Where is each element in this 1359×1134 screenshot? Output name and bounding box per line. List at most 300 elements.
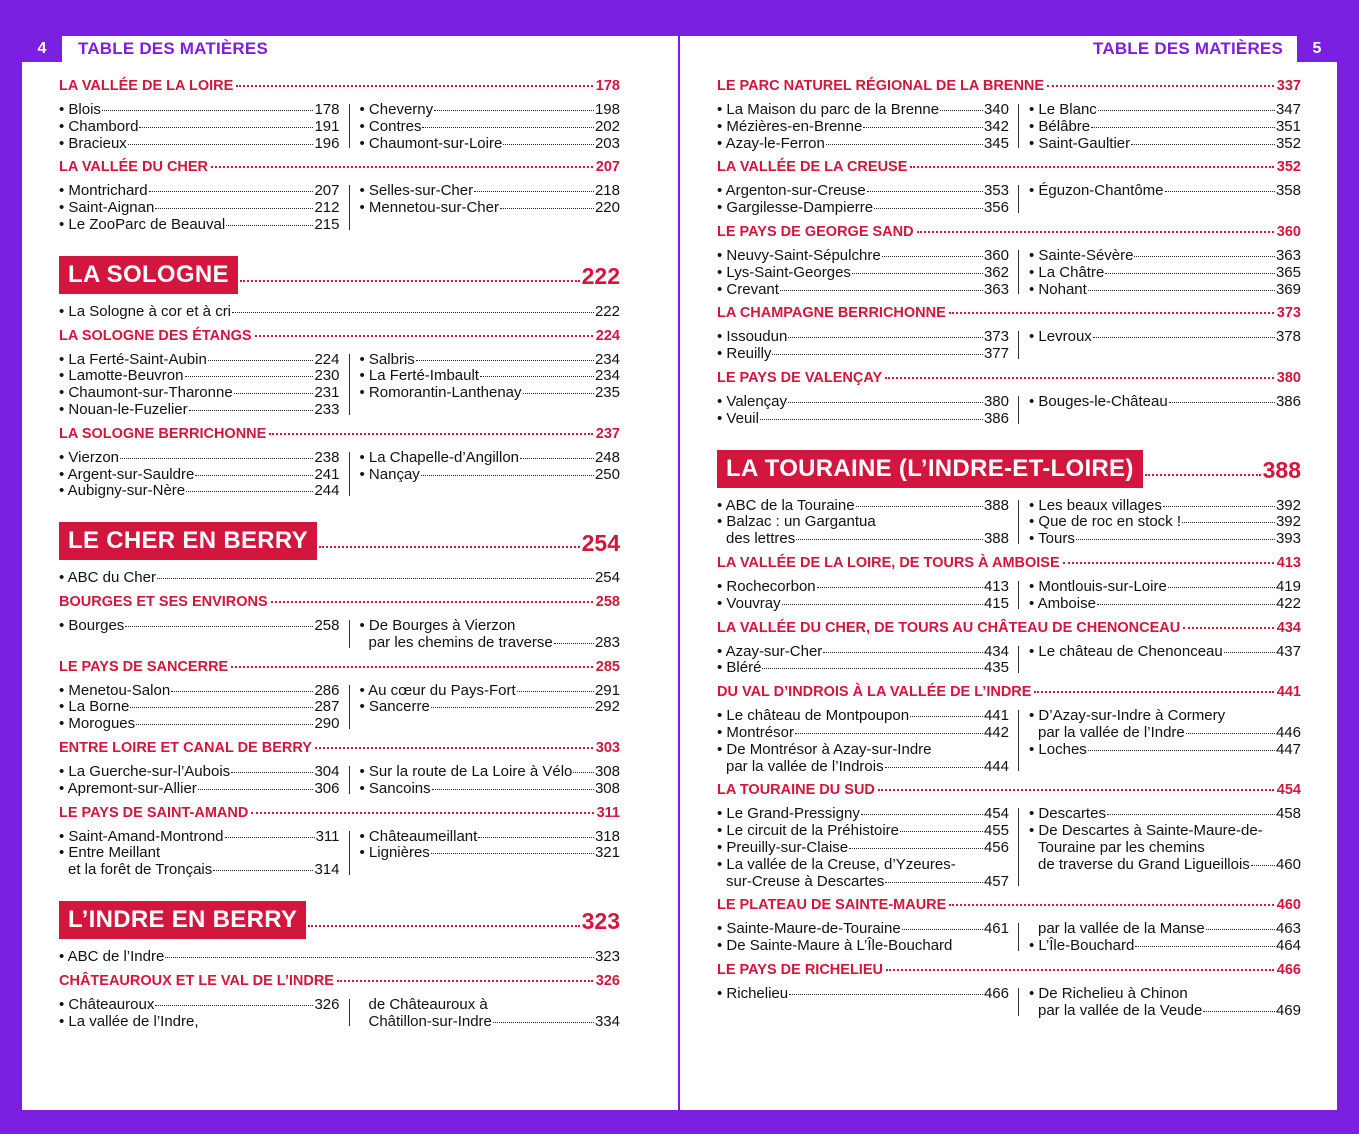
dot-leader [1097,604,1275,605]
toc-entry[interactable] [1029,725,1301,742]
entry-name: par la vallée de la Manse [1038,920,1205,938]
chapter-page: 388 [1262,457,1301,484]
toc-entry[interactable] [1029,1003,1301,1020]
section-page: 466 [1276,961,1301,978]
toc-entry[interactable] [717,874,1009,891]
entry-name: • Le circuit de la Préhistoire [717,823,899,840]
entry-page: 444 [983,757,1009,775]
section-title: LA VALLÉE DU CHER [59,159,209,176]
entry-name: • Lamotte-Beuvron [59,368,184,385]
section-heading[interactable] [59,328,620,348]
chapter-page: 222 [581,263,620,290]
entry-name: • Chambord [59,119,138,136]
dot-leader [165,957,594,958]
toc-entry[interactable] [360,136,621,153]
toc-entry[interactable] [59,618,340,635]
toc-entry[interactable] [360,699,621,716]
toc-entry[interactable] [59,862,340,879]
entry-page: 460 [1275,855,1301,873]
entry-name: • Valençay [717,394,787,411]
entry-name: • Selles-sur-Cher [360,183,474,200]
dot-leader [271,601,593,603]
entry-name: • Bléré [717,660,761,677]
dot-leader [760,419,983,420]
toc-entry[interactable] [717,329,1009,346]
toc-entry[interactable] [1029,938,1301,955]
toc-entry[interactable] [717,498,1009,515]
toc-entry[interactable] [1029,857,1301,874]
entry-name: • Neuvy-Saint-Sépulchre [717,248,881,265]
entry-name: par la vallée de l’Indre [1038,723,1185,741]
toc-entry[interactable] [360,368,621,385]
toc-entry[interactable] [360,467,621,484]
dot-leader [416,360,594,361]
toc-entry[interactable] [59,949,620,966]
entry-column [717,644,1009,678]
toc-entry[interactable] [717,986,1009,1003]
entry-name: • Mennetou-sur-Cher [360,200,499,217]
toc-entry[interactable] [1029,921,1301,938]
dot-leader [573,772,594,773]
entry-list [59,764,620,798]
toc-entry[interactable] [717,742,1009,759]
toc-entry[interactable] [59,699,340,716]
chapter-heading[interactable] [717,450,1301,488]
entry-list [717,579,1301,613]
toc-entry[interactable] [717,725,1009,742]
entry-name: • De Sainte-Maure à L’Île-Bouchard [717,938,952,955]
entry-name: • La Maison du parc de la Brenne [717,102,939,119]
toc-entry[interactable] [59,683,340,700]
toc-entry[interactable] [1029,742,1301,759]
toc-entry[interactable] [1029,136,1301,153]
toc-entry[interactable] [59,102,340,119]
entry-page: 464 [1275,937,1301,955]
chapter-heading[interactable] [59,901,620,939]
section-heading[interactable] [717,782,1301,802]
entry-name: • Nohant [1029,282,1087,299]
section-title: LE PAYS DE RICHELIEU [717,961,883,978]
section-title: LE PAYS DE GEORGE SAND [717,223,914,240]
toc-entry[interactable] [717,514,1009,531]
toc-entry[interactable] [59,200,340,217]
dot-leader [136,724,313,725]
toc-entry[interactable] [59,483,340,500]
section-page: 258 [595,593,620,610]
toc-entry[interactable] [59,402,340,419]
section-title: LA VALLÉE DU CHER, DE TOURS AU CHÂTEAU DE CHENONCEAU [717,619,1181,636]
toc-entry[interactable] [59,781,340,798]
entry-name: • ABC de la Touraine [717,498,855,515]
toc-entry[interactable] [1029,248,1301,265]
toc-entry[interactable] [360,683,621,700]
toc-entry[interactable] [59,997,340,1014]
dot-leader [493,1022,594,1023]
entry-page: 392 [1275,496,1301,514]
toc-entry[interactable] [360,829,621,846]
entry-column [340,183,621,233]
dot-leader [211,166,593,168]
entry-name: • Le Grand-Pressigny [717,806,860,823]
toc-entry[interactable] [59,385,340,402]
toc-entry[interactable] [59,1014,340,1031]
dot-leader [1135,946,1275,947]
toc-entry[interactable] [1029,644,1301,661]
toc-entry[interactable] [717,136,1009,153]
section-heading[interactable] [717,78,1301,98]
entry-page: 463 [1275,920,1301,938]
section-heading[interactable] [717,555,1301,575]
toc-entry[interactable] [59,845,340,862]
toc-entry[interactable] [717,183,1009,200]
entry-page: 352 [1275,134,1301,152]
section-heading[interactable] [59,426,620,446]
entry-list [717,708,1301,775]
dot-leader [885,767,983,768]
toc-entry[interactable] [717,200,1009,217]
dot-leader [213,870,313,871]
toc-entry[interactable] [717,644,1009,661]
section-title: LE PAYS DE SANCERRE [59,658,229,675]
entry-name: • Saint-Amand-Montrond [59,829,224,846]
entry-column [1009,183,1301,217]
toc-entry[interactable] [1029,514,1301,531]
entry-page: 360 [983,246,1009,264]
toc-entry[interactable] [360,618,621,635]
toc-entry[interactable] [59,119,340,136]
toc-entry[interactable] [717,265,1009,282]
entry-page: 311 [315,827,340,845]
entry-name: par les chemins de traverse [368,633,553,651]
toc-entry[interactable] [717,531,1009,548]
entry-name: • La Guerche-sur-l’Aubois [59,764,230,781]
section-heading[interactable] [59,594,620,614]
toc-entry[interactable] [1029,823,1301,840]
entry-name: • Éguzon-Chantôme [1029,183,1164,200]
toc-entry[interactable] [1029,840,1301,857]
entry-column [340,829,621,879]
dot-leader [1206,929,1275,930]
toc-entry[interactable] [1029,986,1301,1003]
toc-entry[interactable] [717,938,1009,955]
toc-entry[interactable] [717,759,1009,776]
entry-name: • De Bourges à Vierzon [360,618,516,635]
section-page: 380 [1276,369,1301,386]
dot-leader [917,231,1274,233]
dot-leader [269,433,592,435]
dot-leader [149,191,314,192]
entry-name: • La vallée de l’Indre, [59,1014,199,1031]
dot-leader [189,410,314,411]
section-page: 337 [1276,78,1301,94]
dot-leader [155,208,313,209]
dot-leader [155,1005,313,1006]
entry-name: • Cheverny [360,102,434,119]
section-title: DU VAL D’INDROIS À LA VALLÉE DE L’INDRE [717,684,1032,701]
toc-entry[interactable] [717,411,1009,428]
section-title: LA VALLÉE DE LA LOIRE, DE TOURS À AMBOISE [717,554,1060,571]
dot-leader [478,837,594,838]
toc-entry[interactable] [59,352,340,369]
dot-leader [1088,750,1275,751]
entry-page: 212 [314,199,340,217]
dot-leader [1088,290,1275,291]
dot-leader [885,377,1274,379]
entry-page: 258 [314,616,340,634]
toc-entry[interactable] [59,183,340,200]
section-heading[interactable] [717,620,1301,640]
entry-page: 218 [594,182,620,200]
toc-entry[interactable] [1029,806,1301,823]
entry-list [717,102,1301,152]
toc-entry[interactable] [1029,579,1301,596]
entry-name: • Argenton-sur-Creuse [717,183,866,200]
entry-page: 321 [594,844,620,862]
toc-entry[interactable] [717,708,1009,725]
toc-entry[interactable] [360,183,621,200]
toc-entry[interactable] [59,136,340,153]
entry-page: 353 [983,182,1009,200]
toc-entry[interactable] [360,781,621,798]
toc-entry[interactable] [360,764,621,781]
toc-entry[interactable] [360,200,621,217]
entry-list [717,183,1301,217]
dot-leader [234,393,314,394]
entry-name: • La vallée de la Creuse, d’Yzeures- [717,857,956,874]
toc-entry[interactable] [59,467,340,484]
entry-name: par la vallée de l’Indrois [726,757,884,775]
entry-name: • ABC du Cher [59,570,156,587]
entry-name: • La Châtre [1029,265,1104,282]
entry-name: • De Descartes à Sainte-Maure-de- [1029,823,1263,840]
section-heading[interactable] [59,159,620,179]
toc-entry[interactable] [59,368,340,385]
entry-page: 415 [983,594,1009,612]
entry-page: 248 [594,448,620,466]
dot-leader [421,475,594,476]
toc-entry[interactable] [360,997,621,1014]
entry-list [717,394,1301,428]
toc-entry[interactable] [717,660,1009,677]
section-heading[interactable] [717,370,1301,390]
entry-column [717,102,1009,152]
entry-name: • Chaumont-sur-Tharonne [59,385,233,402]
entry-page: 286 [314,681,340,699]
section-heading[interactable] [59,78,620,98]
dot-leader [886,969,1274,971]
dot-leader [432,789,594,790]
entry-name: • Lys-Saint-Georges [717,265,851,282]
toc-entry[interactable] [1029,119,1301,136]
toc-entry[interactable] [360,385,621,402]
toc-entry[interactable] [717,921,1009,938]
dot-leader [874,208,983,209]
entry-column [340,352,621,419]
entry-name: • L’Île-Bouchard [1029,938,1134,955]
entry-page: 461 [983,920,1009,938]
entry-column [1009,102,1301,152]
toc-entry[interactable] [1029,265,1301,282]
toc-entry[interactable] [1029,102,1301,119]
entry-name: • Loches [1029,742,1087,759]
toc-entry[interactable] [717,282,1009,299]
dot-leader [885,882,983,883]
entry-page: 202 [594,117,620,135]
entry-page: 318 [594,827,620,845]
toc-entry[interactable] [360,102,621,119]
section-heading[interactable] [717,897,1301,917]
section-heading[interactable] [59,805,620,825]
section-title: LE PAYS DE VALENÇAY [717,369,883,386]
toc-entry[interactable] [360,352,621,369]
toc-entry[interactable] [360,1014,621,1031]
section-heading[interactable] [59,659,620,679]
dot-leader [949,312,1274,314]
toc-entry[interactable] [360,119,621,136]
entry-name: • Sancerre [360,699,430,716]
toc-entry[interactable] [59,716,340,733]
entry-list [717,248,1301,298]
toc-entry[interactable] [1029,282,1301,299]
entry-list [59,683,620,733]
dot-leader [826,144,983,145]
section-heading[interactable] [717,224,1301,244]
toc-entry[interactable] [717,596,1009,613]
toc-entry[interactable] [1029,183,1301,200]
section-heading[interactable] [717,305,1301,325]
entry-column [1009,579,1301,613]
toc-entry[interactable] [717,823,1009,840]
entry-column [717,806,1009,890]
entry-column [717,394,1009,428]
entry-name: • Bracieux [59,136,127,153]
entry-page: 373 [983,328,1009,346]
dot-leader [1169,402,1275,403]
toc-entry[interactable] [59,217,340,234]
entry-page: 386 [983,409,1009,427]
entry-list [717,806,1301,890]
chapter-title: L’INDRE EN BERRY [59,901,306,939]
entry-column [340,683,621,733]
toc-entry[interactable] [1029,498,1301,515]
header-title: TABLE DES MATIÈRES [78,39,268,58]
entry-name: • Apremont-sur-Allier [59,781,197,798]
dot-leader [789,994,983,995]
entry-name: • Amboise [1029,596,1096,613]
dot-leader [762,668,983,669]
entry-name: • Que de roc en stock ! [1029,514,1181,531]
entry-name: • Bélâbre [1029,119,1090,136]
section-heading[interactable] [59,973,620,993]
dot-leader [1091,127,1275,128]
left-page [22,36,678,1110]
toc-entry[interactable] [717,102,1009,119]
entry-page: 198 [594,101,620,118]
entry-page: 323 [594,947,620,965]
toc-entry[interactable] [717,394,1009,411]
entry-page: 377 [983,345,1009,363]
toc-entry[interactable] [717,346,1009,363]
entry-column [340,764,621,798]
entry-name: • ABC de l’Indre [59,949,164,966]
entry-page: 358 [1275,182,1301,200]
entry-page: 369 [1275,280,1301,298]
toc-entry[interactable] [717,857,1009,874]
section-heading[interactable] [717,962,1301,982]
chapter-heading[interactable] [59,522,620,560]
entry-name: • D’Azay-sur-Indre à Cormery [1029,708,1225,725]
entry-name: • Montlouis-sur-Loire [1029,579,1167,596]
toc-entry[interactable] [1029,531,1301,548]
section-page: 224 [595,327,620,344]
toc-entry[interactable] [1029,596,1301,613]
entry-column [59,102,340,152]
toc-entry[interactable] [717,119,1009,136]
entry-name: de Châteauroux à [368,995,488,1013]
chapter-title: LA SOLOGNE [59,256,238,294]
entry-column [1009,806,1301,890]
toc-entry[interactable] [360,845,621,862]
entry-list [717,329,1301,363]
entry-page: 388 [983,530,1009,548]
toc-entry[interactable] [59,304,620,321]
toc-entry[interactable] [360,450,621,467]
entry-page: 446 [1275,723,1301,741]
toc-entry[interactable] [1029,329,1301,346]
entry-name: • Montrésor [717,725,794,742]
section-page: 326 [595,972,620,989]
toc-entry[interactable] [59,570,620,587]
section-page: 311 [596,804,620,821]
section-heading[interactable] [59,740,620,760]
entry-page: 455 [983,822,1009,840]
entry-page: 207 [314,182,340,200]
toc-entry[interactable] [1029,708,1301,725]
toc-entry[interactable] [1029,394,1301,411]
toc-entry[interactable] [717,806,1009,823]
dot-leader [1182,522,1275,523]
entry-page: 340 [983,101,1009,118]
entry-column [59,450,340,500]
entry-page: 308 [594,762,620,780]
dot-leader [902,929,983,930]
section-page: 237 [595,425,620,442]
toc-entry[interactable] [360,635,621,652]
entry-page: 363 [1275,246,1301,264]
entry-page: 342 [983,117,1009,135]
dot-leader [431,707,594,708]
section-title: BOURGES ET SES ENVIRONS [59,593,268,610]
section-heading[interactable] [717,684,1301,704]
section-heading[interactable] [717,159,1301,179]
entry-column [340,450,621,500]
chapter-heading[interactable] [59,256,620,294]
entry-column [59,764,340,798]
dot-leader [240,280,580,282]
dot-leader [171,691,313,692]
toc-entry[interactable] [59,764,340,781]
toc-entry[interactable] [717,579,1009,596]
toc-entry[interactable] [59,829,340,846]
entry-page: 363 [983,280,1009,298]
entry-page: 254 [594,569,620,587]
toc-entry[interactable] [717,248,1009,265]
dot-leader [861,814,983,815]
toc-entry[interactable] [717,840,1009,857]
toc-entry[interactable] [59,450,340,467]
entry-page: 365 [1275,263,1301,281]
entry-name: • Bourges [59,618,124,635]
